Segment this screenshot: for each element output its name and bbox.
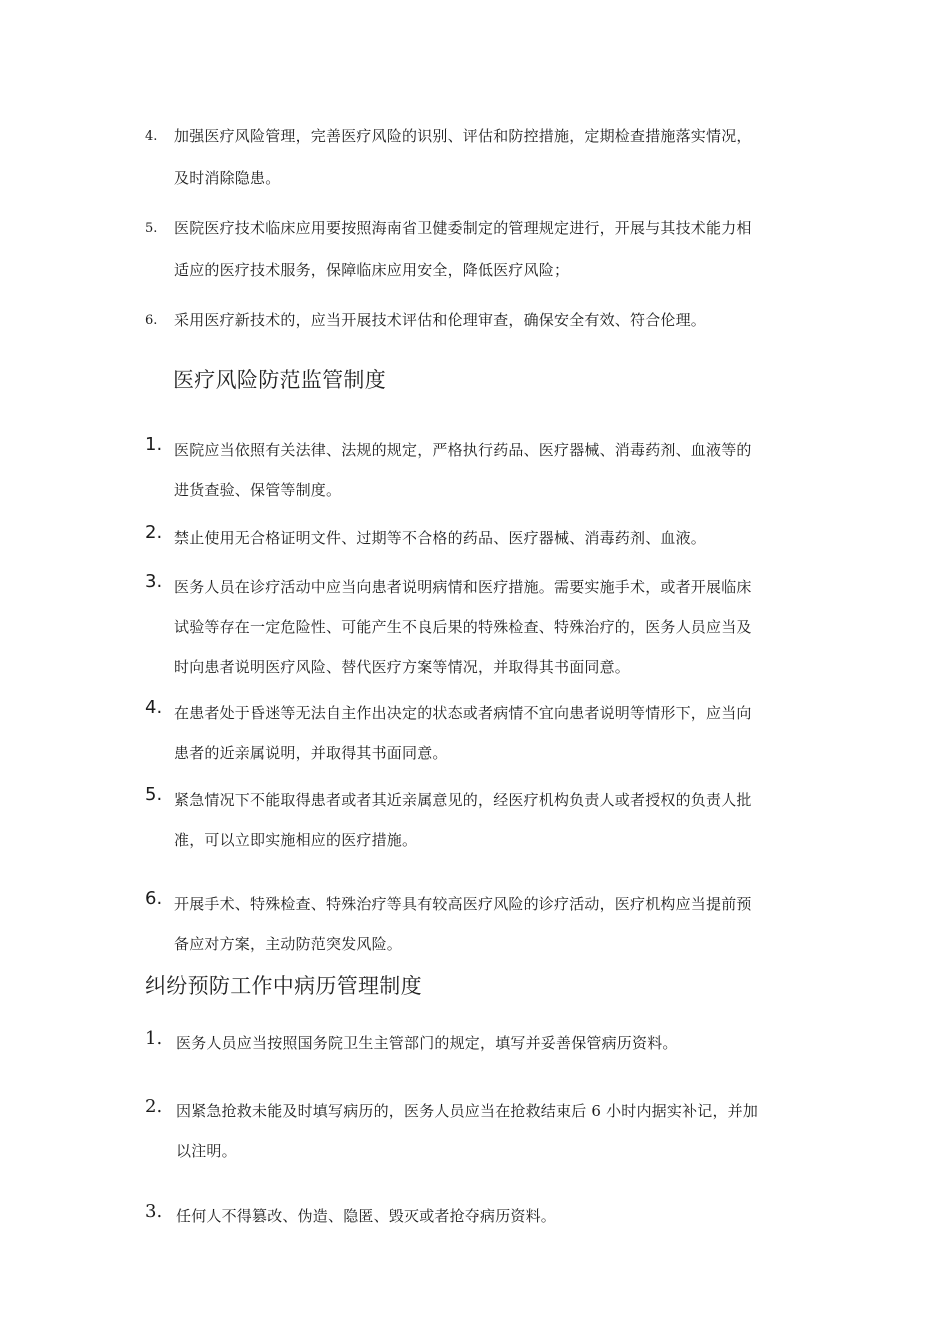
- list-number: 1.: [145, 434, 163, 455]
- paragraph-line: 以注明。: [176, 1142, 237, 1160]
- list-number: 6.: [145, 888, 163, 909]
- list-number: 3.: [145, 1201, 163, 1222]
- list-number: 3.: [145, 571, 163, 592]
- list-number: 4.: [145, 697, 163, 718]
- paragraph-line: 试验等存在一定危险性、可能产生不良后果的特殊检查、特殊治疗的，医务人员应当及: [174, 618, 752, 636]
- paragraph-line: 任何人不得篡改、伪造、隐匿、毁灭或者抢夺病历资料。: [176, 1207, 557, 1225]
- section-heading: 医疗风险防范监管制度: [173, 368, 386, 392]
- list-number: 4.: [145, 129, 158, 144]
- paragraph-line: 医务人员应当按照国务院卫生主管部门的规定，填写并妥善保管病历资料。: [176, 1034, 678, 1052]
- paragraph-line: 在患者处于昏迷等无法自主作出决定的状态或者病情不宜向患者说明等情形下，应当向: [174, 704, 752, 722]
- list-number: 1.: [145, 1028, 163, 1049]
- list-number: 5.: [145, 221, 158, 236]
- paragraph-line: 医务人员在诊疗活动中应当向患者说明病情和医疗措施。需要实施手术，或者开展临床: [174, 578, 752, 596]
- paragraph-line: 适应的医疗技术服务，保障临床应用安全，降低医疗风险；: [174, 261, 570, 279]
- paragraph-line: 及时消除隐患。: [174, 169, 281, 187]
- paragraph-line: 因紧急抢救未能及时填写病历的，医务人员应当在抢救结束后 6 小时内据实补记，并加: [176, 1102, 759, 1120]
- paragraph-line: 准，可以立即实施相应的医疗措施。: [174, 831, 418, 849]
- list-number: 5.: [145, 784, 163, 805]
- paragraph-line: 开展手术、特殊检查、特殊治疗等具有较高医疗风险的诊疗活动，医疗机构应当提前预: [174, 895, 752, 913]
- paragraph-line: 时向患者说明医疗风险、替代医疗方案等情况，并取得其书面同意。: [174, 658, 631, 676]
- paragraph-line: 紧急情况下不能取得患者或者其近亲属意见的，经医疗机构负责人或者授权的负责人批: [174, 791, 752, 809]
- paragraph-line: 医院医疗技术临床应用要按照海南省卫健委制定的管理规定进行，开展与其技术能力相: [174, 219, 752, 237]
- list-number: 2.: [145, 1096, 163, 1117]
- paragraph-line: 采用医疗新技术的，应当开展技术评估和伦理审查，确保安全有效、符合伦理。: [174, 311, 707, 329]
- paragraph-line: 备应对方案，主动防范突发风险。: [174, 935, 403, 953]
- paragraph-line: 医院应当依照有关法律、法规的规定，严格执行药品、医疗器械、消毒药剂、血液等的: [174, 441, 752, 459]
- section-heading: 纠纷预防工作中病历管理制度: [145, 974, 422, 998]
- paragraph-line: 患者的近亲属说明，并取得其书面同意。: [174, 744, 448, 762]
- paragraph-line: 禁止使用无合格证明文件、过期等不合格的药品、医疗器械、消毒药剂、血液。: [174, 529, 707, 547]
- list-number: 6.: [145, 313, 158, 328]
- paragraph-line: 加强医疗风险管理，完善医疗风险的识别、评估和防控措施，定期检查措施落实情况，: [174, 127, 752, 145]
- paragraph-line: 进货查验、保管等制度。: [174, 481, 342, 499]
- list-number: 2.: [145, 522, 163, 543]
